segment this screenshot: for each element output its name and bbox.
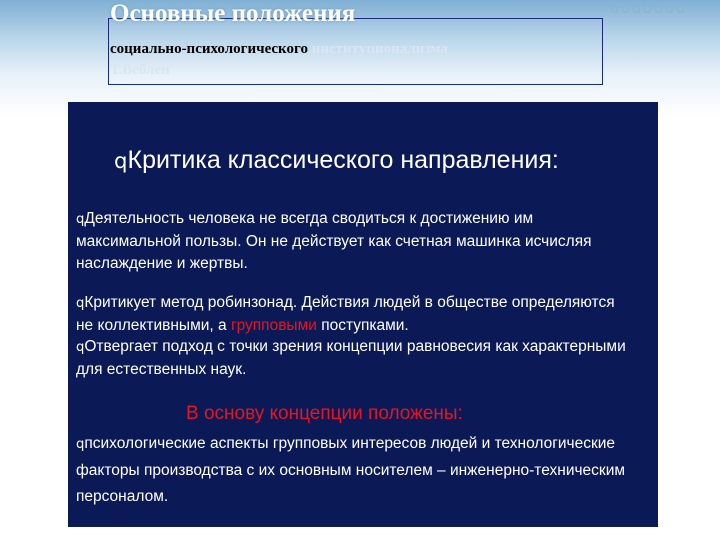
bullet-icon: q <box>76 340 85 355</box>
paragraph-concept-text: психологические аспекты групповых интересов людей и технологические факторы производства с их основным носителем – инженерно-техническим персоналом. <box>76 435 626 505</box>
bullet-icon: q <box>76 437 85 452</box>
critique-heading <box>114 146 559 175</box>
bullet-icon: q <box>114 149 128 174</box>
subtitle-row <box>110 41 448 58</box>
paragraph-robinsonade <box>76 292 636 337</box>
page-title: Основные положения <box>110 0 356 27</box>
paragraph-equilibrium <box>76 336 636 381</box>
highlight-group-text: групповыми <box>230 317 317 334</box>
paragraph-equilibrium-text: Отвергает подход с точки зрения концепции равновесия как характерными для естественных наук. <box>76 338 626 378</box>
paragraph-utility <box>76 208 636 275</box>
subtitle-dark-text: социально-психологического <box>110 41 308 57</box>
bullet-icon: q <box>76 212 85 227</box>
paragraph-robinsonade-end: поступками. <box>316 317 409 334</box>
paragraph-utility-text: Деятельность человека не всегда сводиться к достижению им максимальной пользы. Он не действует как счетная машинка исчисляя наслаждение и жертвы. <box>76 210 592 272</box>
content-panel <box>68 102 658 527</box>
critique-heading-text: Критика классического направления: <box>127 146 559 174</box>
decorative-pattern: ɑʊɑʊɑʊɑ <box>610 0 687 17</box>
paragraph-concept <box>76 431 636 510</box>
bullet-icon: q <box>76 296 85 311</box>
subtitle-faded-text: институционализма <box>307 41 448 57</box>
concept-heading: В основу концепции положены: <box>186 403 463 424</box>
subtitle-author: Т.Веблен <box>110 62 170 78</box>
paragraph-robinsonade-text: Критикует метод робинзонад. Действия людей в обществе определяются не коллективными, а <box>76 294 615 334</box>
